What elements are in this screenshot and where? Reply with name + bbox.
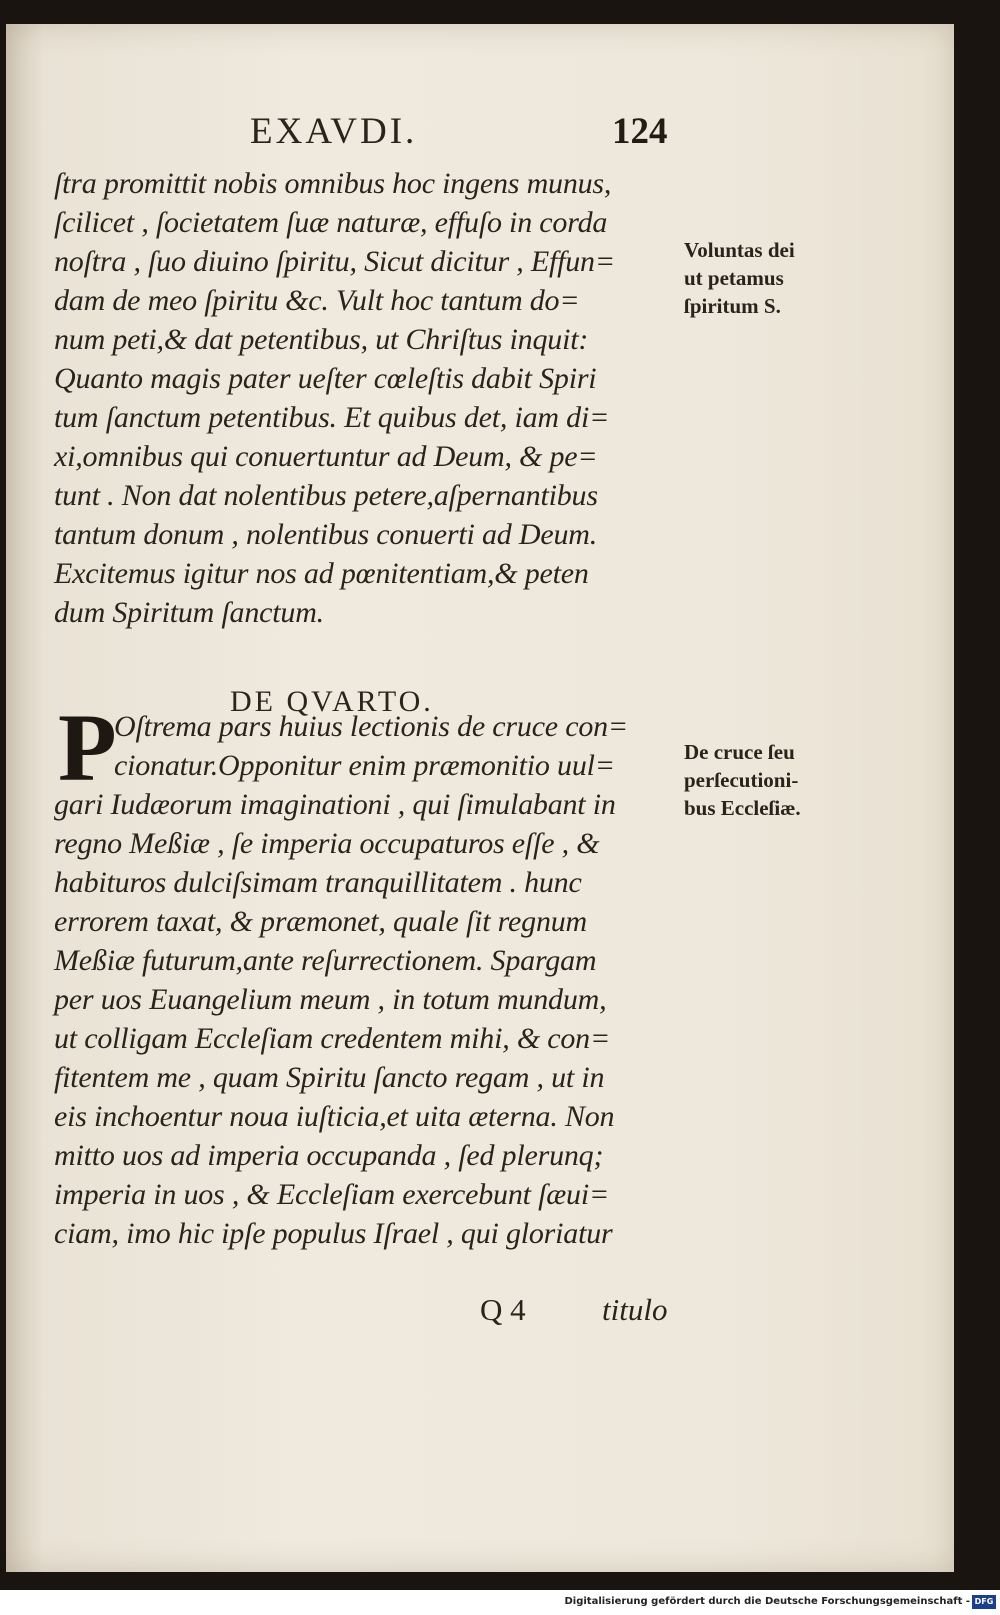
marginal-note-line: De cruce ſeu bbox=[684, 740, 795, 764]
signature-mark: Q 4 bbox=[480, 1292, 526, 1327]
marginal-note-line: ut petamus bbox=[684, 266, 784, 290]
text-line: tantum donum , nolentibus conuerti ad Deum. bbox=[54, 518, 598, 551]
paragraph-1 bbox=[54, 164, 674, 632]
text-line: dam de meo ſpiritu &c. Vult hoc tantum do= bbox=[54, 284, 580, 317]
text-line: per uos Euangelium meum , in totum mundum, bbox=[54, 983, 607, 1016]
text-line: cionatur.Opponitur enim præmonitio uul= bbox=[114, 749, 615, 782]
text-line: num peti,& dat petentibus, ut Chriſtus inquit: bbox=[54, 323, 589, 356]
page-number: 124 bbox=[612, 111, 668, 152]
text-line: habituros dulciſsimam tranquillitatem . hunc bbox=[54, 866, 582, 899]
text-line: gari Iudæorum imaginationi , qui ſimulabant in bbox=[54, 788, 616, 821]
text-line: tunt . Non dat nolentibus petere,aſpernantibus bbox=[54, 479, 598, 512]
text-line: Excitemus igitur nos ad pœnitentiam,& peten bbox=[54, 557, 589, 590]
text-line: noſtra , ſuo diuino ſpiritu, Sicut dicitur , Effun= bbox=[54, 245, 615, 278]
text-line: tum ſanctum petentibus. Et quibus det, iam di= bbox=[54, 401, 610, 434]
text-line: ciam, imo hic ipſe populus Iſrael , qui gloriatur bbox=[54, 1217, 613, 1250]
section-heading: DE QVARTO. bbox=[230, 685, 434, 718]
text-line: imperia in uos , & Eccleſiam exercebunt ſæui= bbox=[54, 1178, 610, 1211]
text-line: fitentem me , quam Spiritu ſancto regam , ut in bbox=[54, 1061, 605, 1094]
decorated-initial: P bbox=[58, 694, 117, 801]
running-head: EXAVDI. bbox=[250, 111, 418, 152]
text-line: errorem taxat, & præmonet, quale ſit regnum bbox=[54, 905, 588, 938]
text-line: Oſtrema pars huius lectionis de cruce con= bbox=[114, 710, 628, 743]
text-line: ut colligam Eccleſiam credentem mihi, & con= bbox=[54, 1022, 611, 1055]
text-line: ſtra promittit nobis omnibus hoc ingens munus, bbox=[54, 167, 612, 200]
marginal-note-line: perſecutioni- bbox=[684, 768, 799, 792]
text-line: xi,omnibus qui conuertuntur ad Deum, & pe= bbox=[54, 440, 598, 473]
text-line: mitto uos ad imperia occupanda , ſed plerunq; bbox=[54, 1139, 604, 1172]
text-line: dum Spiritum ſanctum. bbox=[54, 596, 324, 629]
text-line: ſcilicet , ſocietatem ſuæ naturæ, effuſo in corda bbox=[54, 206, 608, 239]
marginal-note-voluntas bbox=[684, 236, 834, 320]
text-line: Quanto magis pater ueſter cœleſtis dabit Spiri bbox=[54, 362, 597, 395]
marginal-note-line: bus Eccleſiæ. bbox=[684, 796, 801, 820]
marginal-note-line: ſpiritum S. bbox=[684, 294, 781, 318]
text-line: regno Meßiæ , ſe imperia occupaturos eſſe , & bbox=[54, 827, 600, 860]
text-line: Meßiæ futurum,ante reſurrectionem. Spargam bbox=[54, 944, 597, 977]
marginal-note-de-cruce bbox=[684, 738, 834, 822]
text-line: eis inchoentur noua iuſticia,et uita æterna. Non bbox=[54, 1100, 615, 1133]
dfg-logo: DFG bbox=[972, 1595, 996, 1609]
footer-credit: Digitalisierung gefördert durch die Deutsche Forschungsgemeinschaft - bbox=[564, 1596, 970, 1607]
catchword: titulo bbox=[602, 1292, 668, 1327]
marginal-note-line: Voluntas dei bbox=[684, 238, 795, 262]
